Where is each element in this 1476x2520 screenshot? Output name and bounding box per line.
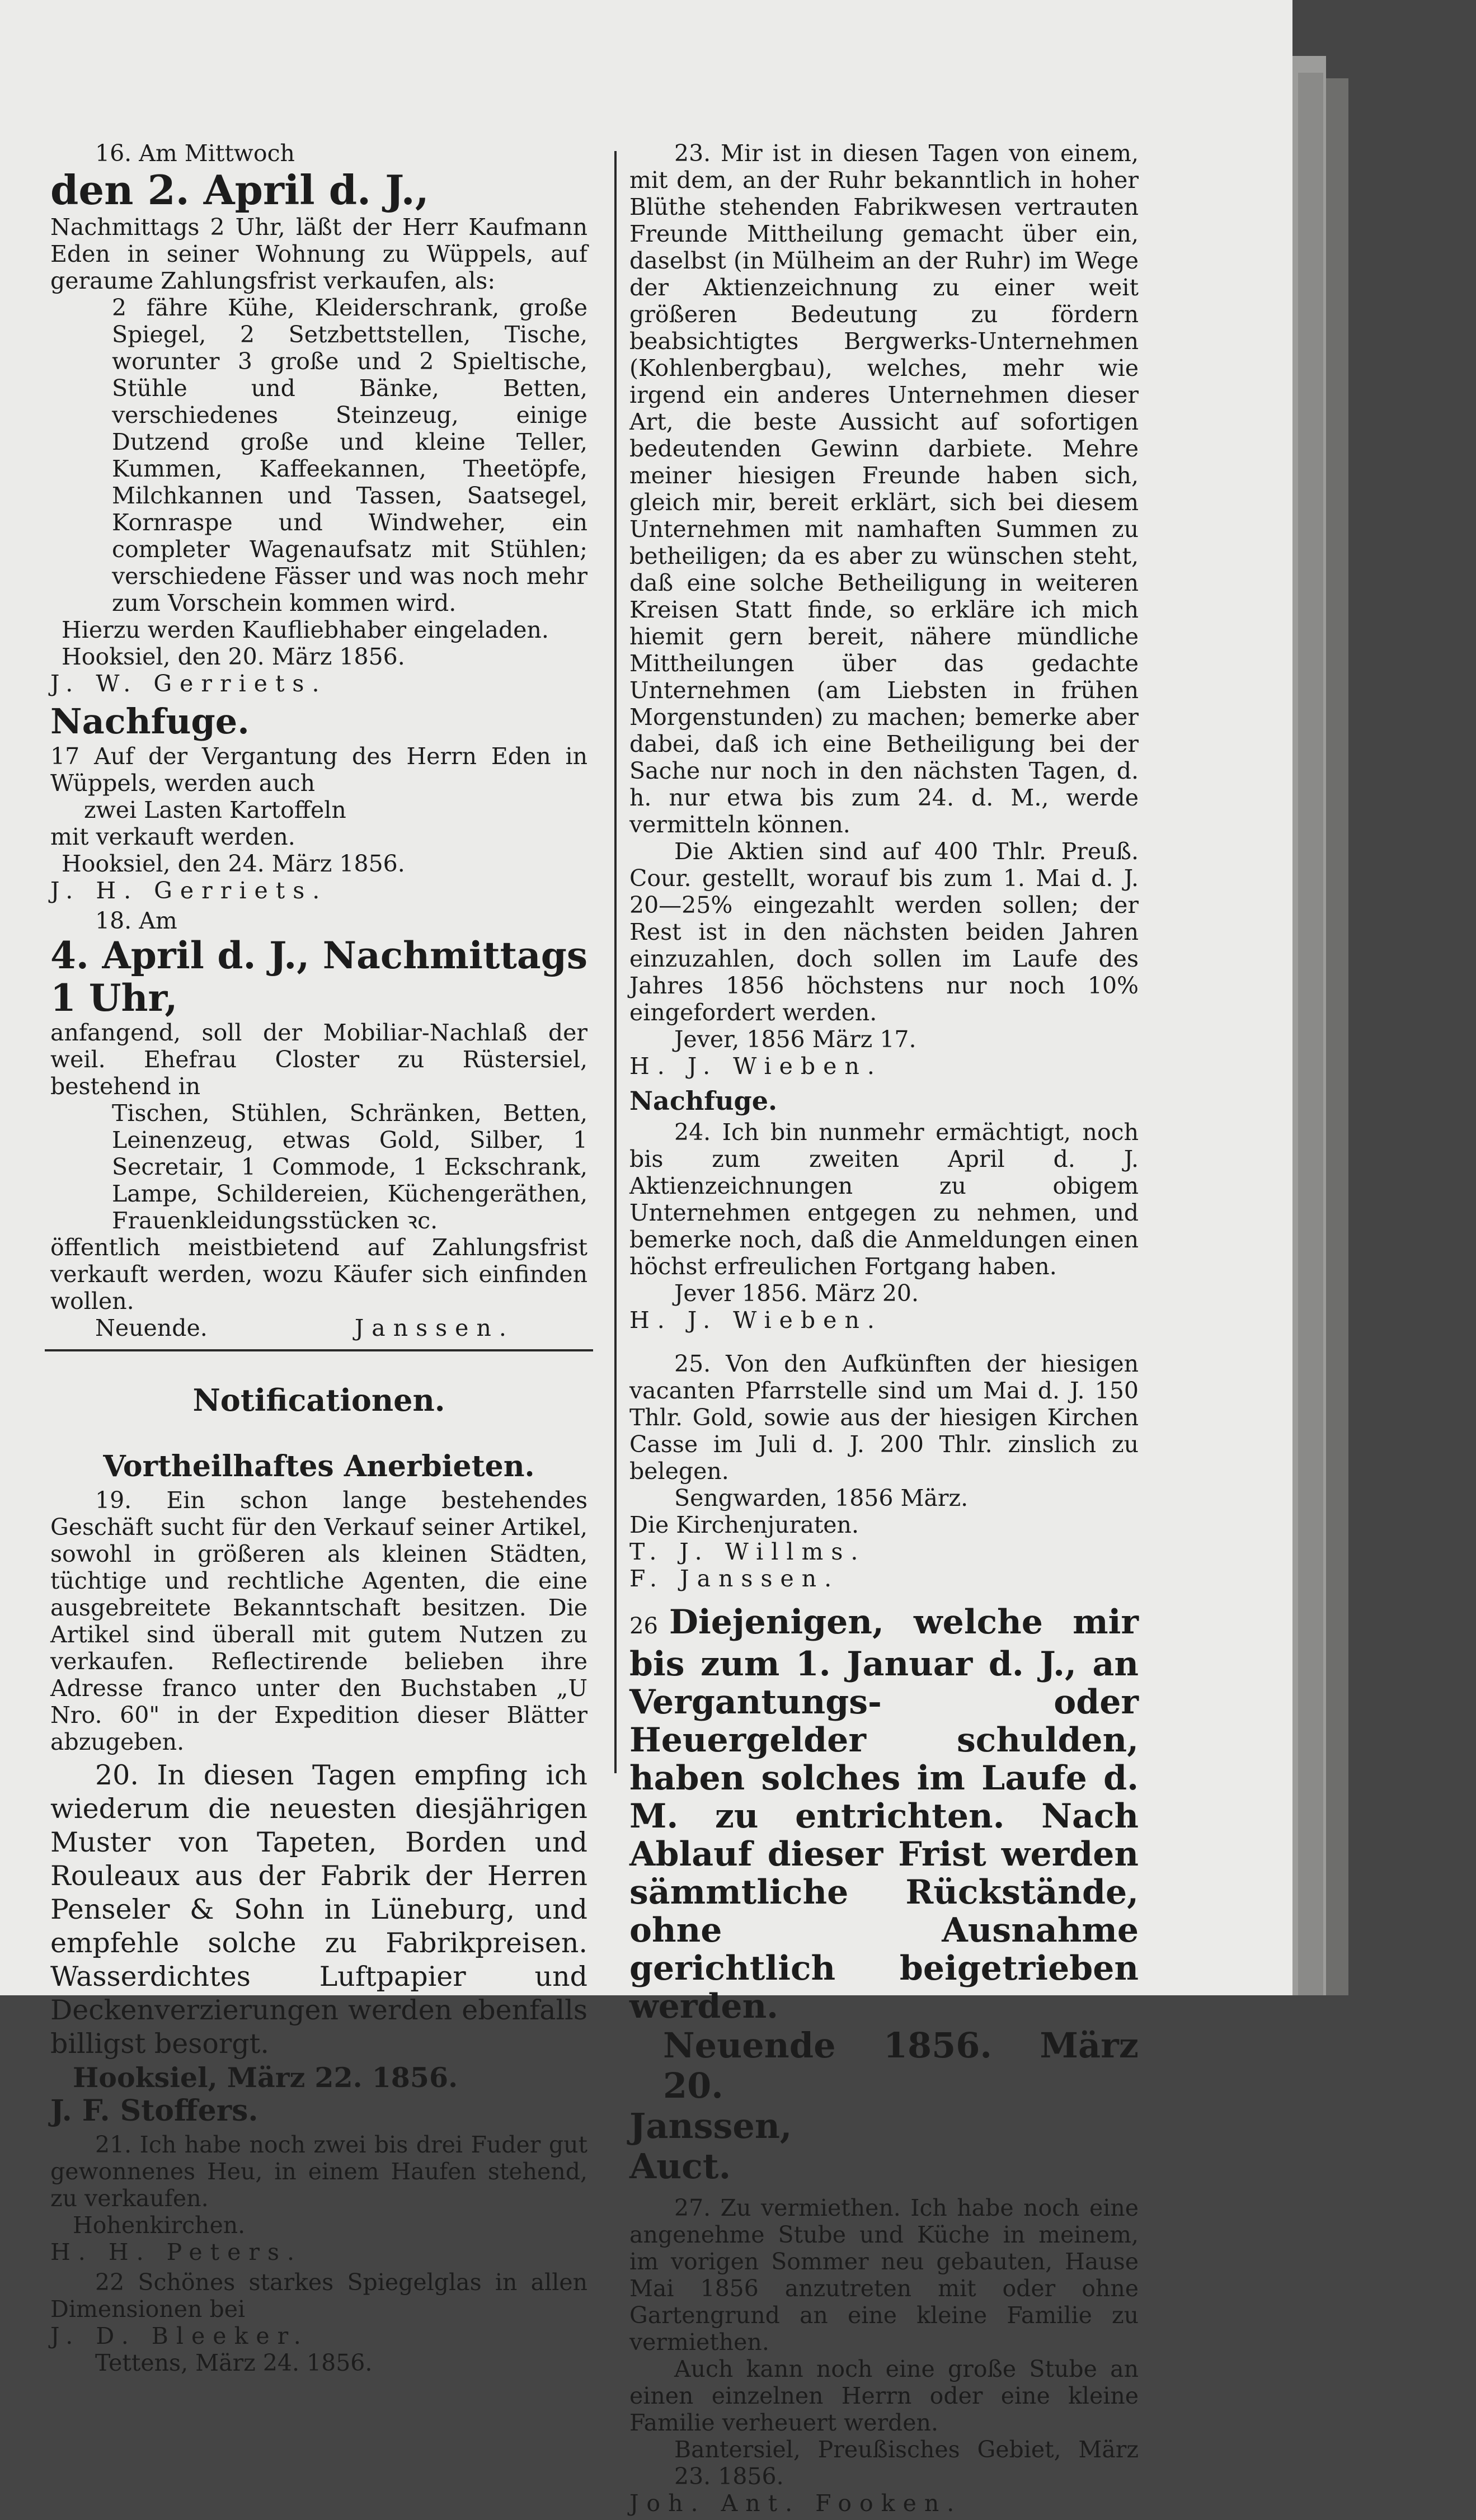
notice-20-body: 20. In diesen Tagen empfing ich wiederum die neuesten diesjährigen Muster von Tapeten, Borden und Rouleaux aus der Fabrik der Herren Penseler & Sohn in Lüneburg, und empfehle solche zu Fabrikpreisen. Wasserdichtes Luftpapier und Deckenverzierungen werden ebenfalls billigst besorgt. — [50, 1759, 587, 2060]
book-edge-inner — [1298, 73, 1323, 1995]
notice-18-body: anfangend, soll der Mobiliar-Nachlaß der weil. Ehefrau Closter zu Rüstersiel, bestehend in — [50, 1019, 587, 1100]
addendum-24-title: Nachfuge. — [629, 1086, 777, 1116]
addendum-24-signature: H. J. Wieben. — [629, 1307, 882, 1334]
notice-25 — [629, 1350, 1139, 1592]
addendum-17-body2: mit verkauft werden. — [50, 823, 295, 850]
notice-16-signature: J. W. Gerriets. — [50, 670, 327, 697]
notice-18-body2: öffentlich meistbietend auf Zahlungsfrist verkauft werden, wozu Käufer sich einfinden wollen. — [50, 1234, 587, 1315]
notice-23-body: 23. Mir ist in diesen Tagen von einem, mit dem, an der Ruhr bekanntlich in hoher Blüthe stehenden Fabrikwesen vertrauten Freunde Mittheilung gemacht über ein, daselbst (in Mülheim an der Ruhr) im Wege der Aktienzeichnung zu einer weit größeren Bedeutung zu fördern beabsichtigtes Bergwerks-Unternehmen (Kohlenbergbau), welches, mehr wie irgend ein anderes Unternehmen dieser Art, die beste Aussicht auf sofortigen bedeutenden Gewinn darbiete. Mehre meiner hiesigen Freunde haben sich, gleich mir, bereit erklärt, sich bei diesem Unternehmen mit namhaften Summen zu betheiligen; da es aber zu wünschen steht, daß eine solche Betheiligung in weiteren Kreisen Statt finde, so erkläre ich mich hiemit gern bereit, nähere mündliche Mittheilungen über das gedachte Unternehmen (am Liebsten in frühen Morgenstunden) zu machen; bemerke aber dabei, daß ich eine Betheiligung bei der Sache nur noch in den nächsten Tagen, d. h. nur etwa bis zum 24. d. M., werde vermitteln können. — [629, 140, 1139, 838]
notice-23-date: Jever, 1856 März 17. — [674, 1026, 916, 1053]
notice-19-body: 19. Ein schon lange bestehendes Geschäft sucht für den Verkauf seiner Artikel, sowohl in größeren als kleinen Städten, tüchtige und rechtliche Agenten, die eine ausgebreitete Bekanntschaft besitzen. Die Artikel sind überall mit gutem Nutzen zu verkaufen. Reflectirende belieben ihre Adresse franco unter den Buchstaben „U Nro. 60" in der Expedition dieser Blätter abzugeben. — [50, 1487, 587, 1755]
addendum-17-title: Nachfuge. — [50, 701, 250, 742]
notice-20 — [50, 1759, 587, 2128]
notice-26 — [629, 1603, 1139, 2187]
addendum-24-date: Jever 1856. März 20. — [674, 1280, 919, 1307]
addendum-24-body: 24. Ich bin nunmehr ermächtigt, noch bis zum zweiten April d. J. Aktienzeichnungen zu obigem Unternehmen entgegen zu nehmen, und bemerke noch, daß die Anmeldungen einen höchst erfreulichen Fortgang haben. — [629, 1119, 1139, 1280]
notice-25-body: 25. Von den Aufkünften der hiesigen vacanten Pfarrstelle sind um Mai d. J. 150 Thlr. Gold, sowie aus der hiesigen Kirchen Casse im Juli d. J. 200 Thlr. zinslich zu belegen. — [629, 1350, 1139, 1485]
notice-27-signature: Joh. Ant. Fooken. — [629, 2490, 962, 2517]
notice-22 — [50, 2269, 587, 2376]
notice-21 — [50, 2131, 587, 2265]
notice-21-place: Hohenkirchen. — [73, 2212, 246, 2239]
notice-26-text: Diejenigen, welche mir bis zum 1. Januar d. J., an Vergantungs- oder Heuergelder schulden, haben solches im Laufe d. M. zu entrichten. Nach Ablauf dieser Frist werden sämmtliche Rückstände, ohne Ausnahme gerichtlich beigetrieben werden. — [629, 1603, 1139, 2026]
notice-16 — [50, 140, 587, 697]
addendum-24 — [629, 1083, 1139, 1334]
notice-18-place: Neuende. — [95, 1315, 208, 1341]
notice-25-date: Sengwarden, 1856 März. — [674, 1485, 969, 1511]
book-edge-outer — [1326, 78, 1348, 1995]
notice-26-title: Auct. — [629, 2146, 731, 2187]
notice-18-signature: Janssen. — [354, 1315, 514, 1341]
left-column — [50, 140, 587, 2380]
notice-19 — [50, 1487, 587, 1755]
notice-16-headline: den 2. April d. J., — [50, 166, 429, 214]
notice-23-signature: H. J. Wieben. — [629, 1053, 882, 1080]
addendum-17-signature: J. H. Gerriets. — [50, 877, 328, 904]
column-divider — [614, 151, 617, 1773]
notice-18-items: Tischen, Stühlen, Schränken, Betten, Leinenzeug, etwas Gold, Silber, 1 Secretair, 1 Commode, 1 Eckschrank, Lampe, Schildereien, Küchengeräthen, Frauenkleidungsstücken ꝛc. — [112, 1100, 587, 1234]
addendum-17 — [50, 700, 587, 904]
addendum-17-item: zwei Lasten Kartoffeln — [84, 797, 346, 823]
section-rule — [45, 1349, 593, 1351]
notice-27-body: 27. Zu vermiethen. Ich habe noch eine angenehme Stube und Küche in meinem, im vorigen Sommer neu gebauten, Hause Mai 1856 anzutreten mit oder ohne Gartengrund an eine kleine Familie zu vermiethen. — [629, 2194, 1139, 2356]
notice-27-date: Bantersiel, Preußisches Gebiet, März 23. 1856. — [674, 2436, 1139, 2490]
addendum-17-body: 17 Auf der Vergantung des Herrn Eden in Wüppels, werden auch — [50, 743, 587, 797]
notice-22-body: 22 Schönes starkes Spiegelglas in allen Dimensionen bei — [50, 2269, 587, 2323]
notice-23-body2: Die Aktien sind auf 400 Thlr. Preuß. Cour. gestellt, worauf bis zum 1. Mai d. J. 20—25% eingezahlt werden sollen; der Rest ist in den nächsten beiden Jahren einzuzahlen, doch sollen im Laufe des Jahres 1856 höchstens nur noch 10% eingefordert werden. — [629, 838, 1139, 1026]
notice-23 — [629, 140, 1139, 1080]
notice-18-footer — [50, 1315, 587, 1341]
section-title: Notificationen. — [192, 1382, 445, 1418]
notice-16-date: Hooksiel, den 20. März 1856. — [62, 643, 405, 670]
notice-16-intro: 16. Am Mittwoch — [95, 140, 295, 167]
notice-21-signature: H. H. Peters. — [50, 2239, 303, 2265]
notice-27-body2: Auch kann noch eine große Stube an einen einzelnen Herrn oder eine kleine Familie verheuert werden. — [629, 2356, 1139, 2436]
notice-18 — [50, 907, 587, 1341]
notice-21-body: 21. Ich habe noch zwei bis drei Fuder gut gewonnenes Heu, in einem Haufen stehend, zu verkaufen. — [50, 2131, 587, 2212]
notice-18-headline: 4. April d. J., Nachmittags 1 Uhr, — [50, 934, 587, 1020]
notice-26-number: 26 — [629, 1613, 658, 1639]
notice-22-date: Tettens, März 24. 1856. — [95, 2349, 373, 2376]
notice-25-signature-2: F. Janssen. — [629, 1565, 840, 1592]
notice-26-date: Neuende 1856. März 20. — [663, 2025, 1139, 2106]
right-column — [629, 140, 1139, 2520]
addendum-17-date: Hooksiel, den 24. März 1856. — [62, 850, 405, 877]
notice-20-date: Hooksiel, März 22. 1856. — [73, 2061, 458, 2094]
notice-25-org: Die Kirchenjuraten. — [629, 1511, 859, 1538]
notice-22-signature: J. D. Bleeker. — [50, 2323, 309, 2349]
notice-16-body: Nachmittags 2 Uhr, läßt der Herr Kaufmann Eden in seiner Wohnung zu Wüppels, auf geraume Zahlungsfrist verkaufen, als: — [50, 214, 587, 294]
notice-26-body — [629, 1603, 1139, 2026]
notice-16-items: 2 fähre Kühe, Kleiderschrank, große Spiegel, 2 Setzbettstellen, Tische, worunter 3 große und 2 Spieltische, Stühle und Bänke, Betten, verschiedenes Steinzeug, einige Dutzend große und kleine Teller, Kummen, Kaffeekannen, Theetöpfe, Milchkannen und Tassen, Saatsegel, Kornraspe und Windweher, ein completer Wagenaufsatz mit Stühlen; verschiedene Fässer und was noch mehr zum Vorschein kommen wird. — [112, 294, 587, 616]
section-subtitle: Vortheilhaftes Anerbieten. — [103, 1449, 535, 1483]
notice-26-signature: Janssen, — [629, 2106, 792, 2146]
notice-25-signature-1: T. J. Willms. — [629, 1538, 866, 1565]
notice-27 — [629, 2194, 1139, 2517]
notice-18-intro: 18. Am — [95, 907, 177, 934]
notice-20-signature: J. F. Stoffers. — [50, 2094, 258, 2128]
notice-16-invite: Hierzu werden Kaufliebhaber eingeladen. — [62, 616, 549, 643]
